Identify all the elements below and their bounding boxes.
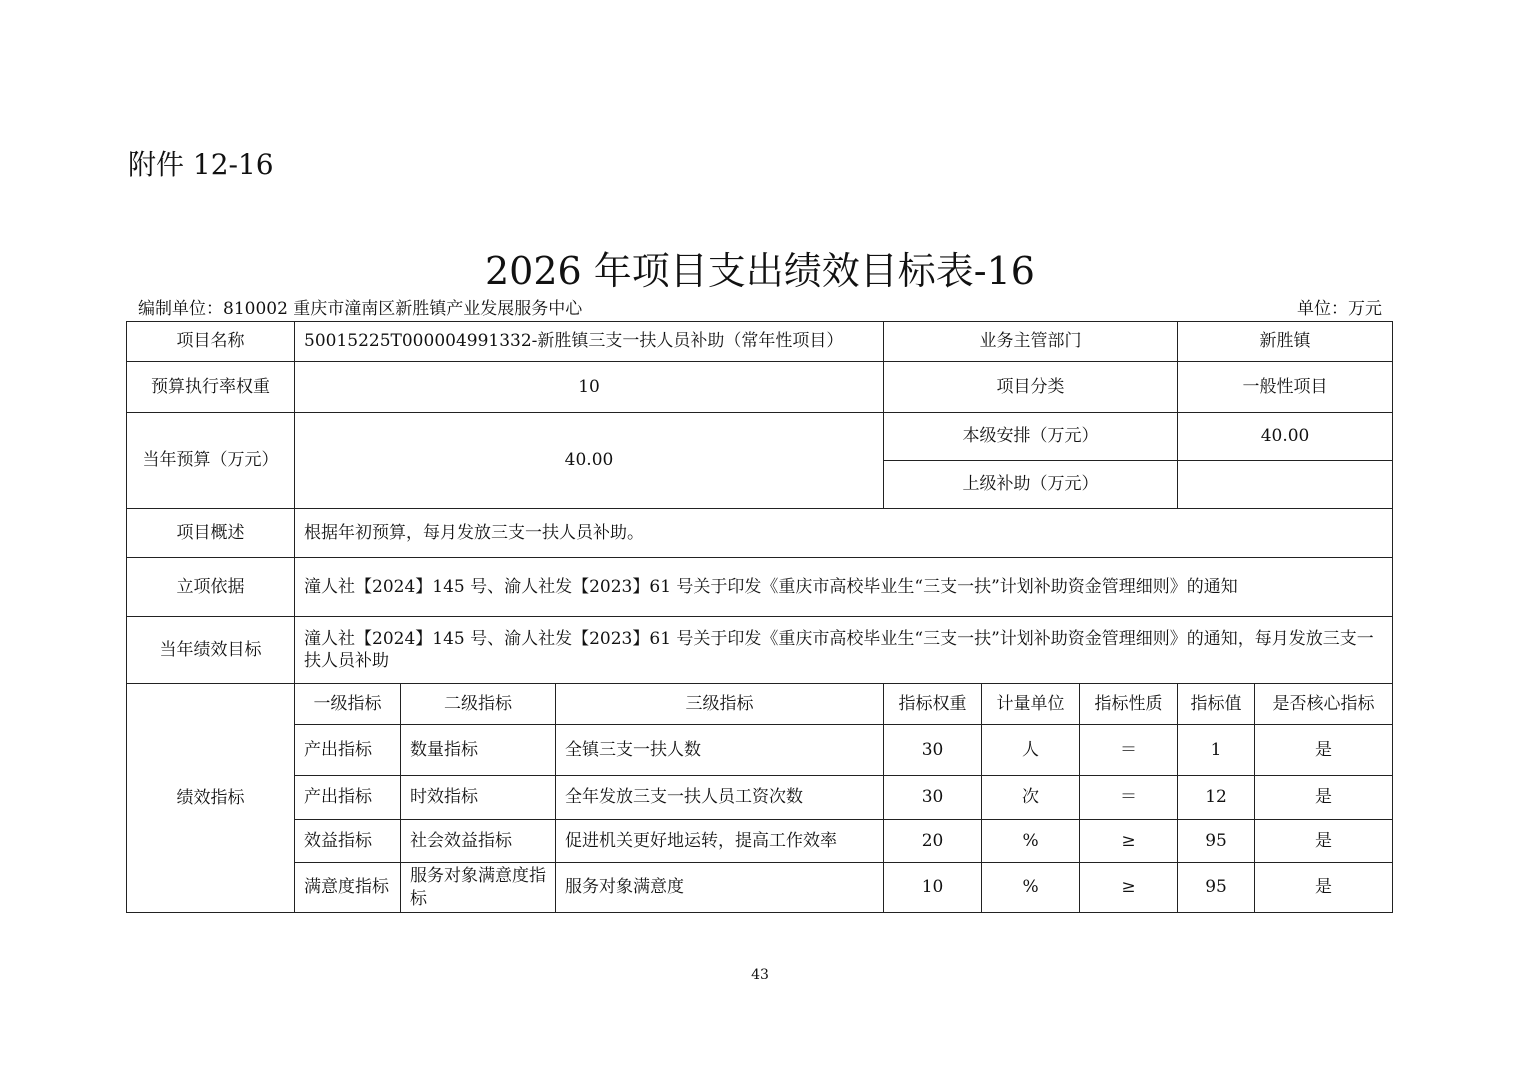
project-name-label: 项目名称 (127, 322, 295, 362)
indicator-nature: ＝ (1080, 776, 1178, 820)
local-budget-value: 40.00 (1178, 413, 1393, 461)
header-unit: 计量单位 (982, 684, 1080, 725)
annual-budget-value: 40.00 (295, 413, 884, 509)
indicator-level3: 促进机关更好地运转，提高工作效率 (556, 820, 884, 863)
goal-label: 当年绩效目标 (127, 617, 295, 684)
indicator-value: 95 (1178, 820, 1255, 863)
indicator-header-row (127, 684, 1393, 725)
indicator-unit: % (982, 863, 1080, 913)
project-name-value: 50015225T000004991332-新胜镇三支一扶人员补助（常年性项目） (295, 322, 884, 362)
annual-budget-row (127, 413, 1393, 461)
attachment-label: 附件 12-16 (128, 148, 274, 181)
basis-label: 立项依据 (127, 558, 295, 617)
indicator-level3: 服务对象满意度 (556, 863, 884, 913)
overview-label: 项目概述 (127, 509, 295, 558)
indicator-row (127, 820, 1393, 863)
basis-value: 潼人社【2024】145 号、渝人社发【2023】61 号关于印发《重庆市高校毕业生“三支一扶”计划补助资金管理细则》的通知 (295, 558, 1393, 617)
indicator-level3: 全镇三支一扶人数 (556, 725, 884, 776)
indicator-nature: ≥ (1080, 863, 1178, 913)
project-name-row (127, 322, 1393, 362)
budget-weight-row (127, 362, 1393, 413)
indicator-nature: ≥ (1080, 820, 1178, 863)
indicator-nature: ＝ (1080, 725, 1178, 776)
indicator-unit: 人 (982, 725, 1080, 776)
indicator-core: 是 (1255, 820, 1393, 863)
indicators-section-label: 绩效指标 (127, 684, 295, 913)
indicator-level2: 服务对象满意度指标 (401, 863, 556, 913)
header-core: 是否核心指标 (1255, 684, 1393, 725)
annual-budget-label: 当年预算（万元） (127, 413, 295, 509)
indicator-core: 是 (1255, 725, 1393, 776)
category-value: 一般性项目 (1178, 362, 1393, 413)
indicator-level2: 时效指标 (401, 776, 556, 820)
indicator-weight: 30 (884, 725, 982, 776)
overview-row (127, 509, 1393, 558)
prepared-by: 编制单位：810002 重庆市潼南区新胜镇产业发展服务中心 (138, 299, 583, 319)
indicator-level3: 全年发放三支一扶人员工资次数 (556, 776, 884, 820)
indicator-value: 12 (1178, 776, 1255, 820)
dept-value: 新胜镇 (1178, 322, 1393, 362)
local-budget-label: 本级安排（万元） (884, 413, 1178, 461)
indicator-level2: 社会效益指标 (401, 820, 556, 863)
indicator-value: 95 (1178, 863, 1255, 913)
header-level2: 二级指标 (401, 684, 556, 725)
budget-weight-value: 10 (295, 362, 884, 413)
header-level1: 一级指标 (295, 684, 401, 725)
indicator-row (127, 863, 1393, 913)
page-number: 43 (751, 967, 769, 983)
indicator-weight: 20 (884, 820, 982, 863)
performance-target-table (126, 321, 1393, 913)
indicator-core: 是 (1255, 863, 1393, 913)
header-nature: 指标性质 (1080, 684, 1178, 725)
indicator-level1: 产出指标 (295, 725, 401, 776)
header-weight: 指标权重 (884, 684, 982, 725)
indicator-level2: 数量指标 (401, 725, 556, 776)
indicator-value: 1 (1178, 725, 1255, 776)
indicator-row (127, 725, 1393, 776)
superior-subsidy-value (1178, 461, 1393, 509)
goal-value: 潼人社【2024】145 号、渝人社发【2023】61 号关于印发《重庆市高校毕业生“三支一扶”计划补助资金管理细则》的通知，每月发放三支一扶人员补助 (295, 617, 1393, 684)
header-level3: 三级指标 (556, 684, 884, 725)
page-title: 2026 年项目支出绩效目标表-16 (485, 249, 1035, 293)
unit-label: 单位：万元 (1297, 299, 1382, 319)
indicator-core: 是 (1255, 776, 1393, 820)
superior-subsidy-label: 上级补助（万元） (884, 461, 1178, 509)
category-label: 项目分类 (884, 362, 1178, 413)
basis-row (127, 558, 1393, 617)
dept-label: 业务主管部门 (884, 322, 1178, 362)
indicator-unit: 次 (982, 776, 1080, 820)
overview-value: 根据年初预算，每月发放三支一扶人员补助。 (295, 509, 1393, 558)
indicator-level1: 产出指标 (295, 776, 401, 820)
indicator-row (127, 776, 1393, 820)
unit-line (138, 294, 1382, 319)
budget-weight-label: 预算执行率权重 (127, 362, 295, 413)
indicator-level1: 效益指标 (295, 820, 401, 863)
indicator-level1: 满意度指标 (295, 863, 401, 913)
indicator-weight: 30 (884, 776, 982, 820)
header-value: 指标值 (1178, 684, 1255, 725)
indicator-unit: % (982, 820, 1080, 863)
indicator-weight: 10 (884, 863, 982, 913)
goal-row (127, 617, 1393, 684)
